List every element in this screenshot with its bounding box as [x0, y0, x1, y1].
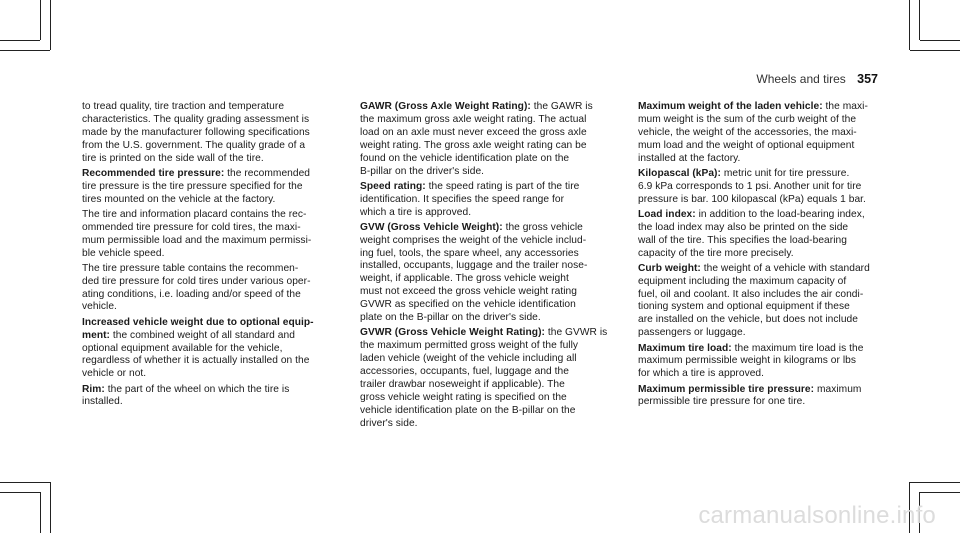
section-title: Wheels and tires: [756, 72, 846, 86]
text-line: the load index may also be printed on the side: [638, 221, 849, 233]
definition-term: ment:: [82, 329, 110, 341]
text-line: are installed on the vehicle, but does not include: [638, 314, 858, 326]
crop-mark-top-right-v2: [909, 0, 910, 50]
crop-mark-bottom-left-h: [0, 492, 40, 493]
body-paragraph: [82, 263, 340, 315]
text-line: the speed rating is part of the tire: [425, 180, 580, 192]
text-line: the gross vehicle: [502, 221, 583, 233]
definition-paragraph: [360, 101, 618, 178]
definition-term: Increased vehicle weight due to optional equip-: [82, 316, 314, 328]
crop-mark-top-right-h2: [910, 50, 960, 51]
text-line: in addition to the load-bearing index,: [695, 208, 865, 220]
definition-paragraph: [638, 343, 896, 382]
text-column-left: [82, 101, 340, 412]
definition-paragraph: [82, 168, 340, 207]
text-line: the combined weight of all standard and: [109, 329, 295, 341]
text-line: ing fuel, tools, the spare wheel, any accessories: [360, 247, 579, 259]
text-line: tire pressure is the tire pressure specified for the: [82, 180, 303, 192]
definition-paragraph: [638, 168, 896, 207]
text-line: laden vehicle (weight of the vehicle including all: [360, 353, 577, 365]
text-line: the weight of a vehicle with standard: [700, 262, 870, 274]
text-line: GVWR as specified on the vehicle identification: [360, 299, 576, 311]
text-line: wall of the tire. This specifies the load-bearing: [638, 234, 847, 246]
watermark-text: carmanualsonline.info: [698, 502, 936, 529]
text-line: the part of the wheel on which the tire is: [104, 383, 290, 395]
definition-term: Rim:: [82, 383, 105, 395]
text-line: the GVWR is: [544, 327, 608, 339]
definition-paragraph: [638, 384, 896, 410]
text-line: B-pillar on the driver's side.: [360, 165, 485, 177]
text-line: the maximum permitted gross weight of the fully: [360, 340, 579, 352]
text-line: regardless of whether it is actually installed on the: [82, 355, 310, 367]
text-line: the maxi-: [822, 101, 868, 112]
crop-mark-bottom-left-v: [40, 492, 41, 533]
text-line: trailer drawbar noseweight if applicable). The: [360, 378, 565, 390]
text-line: characteristics. The quality grading assessment is: [82, 113, 310, 125]
text-line: equipment including the maximum capacity of: [638, 275, 847, 287]
text-line: capacity of the tire more precisely.: [638, 247, 794, 259]
text-column-right: [638, 101, 896, 412]
text-line: from the U.S. government. The quality grade of a: [82, 139, 306, 151]
text-line: the maximum gross axle weight rating. The actual: [360, 113, 587, 125]
definition-term: Speed rating:: [360, 180, 426, 192]
text-line: optional equipment available for the vehicle,: [82, 342, 283, 354]
text-line: weight rating. The gross axle weight rating can be: [360, 139, 587, 151]
definition-term: Curb weight:: [638, 262, 701, 274]
text-line: The tire and information placard contains the rec-: [82, 208, 307, 220]
text-line: found on the vehicle identification plate on the: [360, 152, 570, 164]
text-line: accessories, occupants, fuel, luggage and the: [360, 366, 569, 378]
page-number: 357: [857, 72, 878, 86]
definition-paragraph: [638, 263, 896, 340]
definition-paragraph: [82, 317, 340, 382]
text-line: mum weight is the sum of the curb weight of the: [638, 113, 857, 125]
text-line: vehicle.: [82, 301, 117, 313]
definition-paragraph: [360, 327, 618, 430]
definition-term: Maximum tire load:: [638, 342, 732, 354]
definition-paragraph: [360, 181, 618, 220]
body-paragraph: [82, 101, 340, 166]
text-line: identification. It specifies the speed range for: [360, 193, 565, 205]
text-line: maximum: [814, 383, 862, 395]
text-line: pressure is bar. 100 kilopascal (kPa) equals 1 bar.: [638, 193, 866, 205]
text-line: installed.: [82, 396, 123, 408]
text-line: for which a tire is approved.: [638, 368, 765, 380]
definition-paragraph: [82, 384, 340, 410]
text-line: plate on the B-pillar on the driver's side.: [360, 312, 541, 324]
crop-mark-bottom-left-h2: [0, 482, 50, 483]
page-header: [756, 72, 878, 86]
definition-paragraph: [638, 101, 896, 166]
text-line: ating conditions, i.e. loading and/or speed of the: [82, 288, 301, 300]
text-line: vehicle or not.: [82, 368, 147, 380]
text-column-middle: [360, 101, 618, 433]
text-line: metric unit for tire pressure.: [720, 167, 850, 179]
text-line: ded tire pressure for cold tires under various oper-: [82, 275, 311, 287]
definition-term: Kilopascal (kPa):: [638, 167, 721, 179]
text-line: tire is printed on the side wall of the tire.: [82, 152, 264, 164]
text-line: which a tire is approved.: [360, 206, 472, 218]
definition-term: GVW (Gross Vehicle Weight):: [360, 221, 503, 233]
text-line: tires mounted on the vehicle at the factory.: [82, 193, 276, 205]
crop-mark-top-left-v2: [50, 0, 51, 50]
text-line: installed, occupants, luggage and the trailer nose-: [360, 260, 588, 272]
definition-term: Recommended tire pressure:: [82, 167, 225, 179]
text-line: to tread quality, tire traction and temperature: [82, 101, 285, 112]
text-line: weight, if applicable. The gross vehicle weight: [360, 273, 569, 285]
definition-term: Maximum weight of the laden vehicle:: [638, 101, 823, 112]
definition-paragraph: [360, 222, 618, 325]
text-line: load on an axle must never exceed the gross axle: [360, 126, 587, 138]
definition-paragraph: [638, 209, 896, 261]
text-line: maximum permissible weight in kilograms or lbs: [638, 355, 856, 367]
text-line: ommended tire pressure for cold tires, the maxi-: [82, 221, 301, 233]
body-paragraph: [82, 209, 340, 261]
crop-mark-top-right-v: [919, 0, 920, 40]
text-line: the maximum tire load is the: [731, 342, 864, 354]
text-line: vehicle identification plate on the B-pillar on the: [360, 404, 576, 416]
definition-term: GAWR (Gross Axle Weight Rating):: [360, 101, 531, 112]
definition-term: GVWR (Gross Vehicle Weight Rating):: [360, 327, 545, 339]
crop-mark-bottom-right-h2: [910, 482, 960, 483]
text-line: installed at the factory.: [638, 152, 741, 164]
text-line: vehicle, the weight of the accessories, the maxi-: [638, 126, 857, 138]
text-line: mum permissible load and the maximum permissi-: [82, 234, 312, 246]
definition-term: Load index:: [638, 208, 696, 220]
text-line: mum load and the weight of optional equipment: [638, 139, 855, 151]
crop-mark-top-right-h: [920, 40, 960, 41]
text-line: weight comprises the weight of the vehicle includ-: [360, 234, 587, 246]
text-line: tioning system and optional equipment if these: [638, 301, 850, 313]
text-line: the recommended: [224, 167, 311, 179]
crop-mark-bottom-left-v2: [50, 482, 51, 533]
text-line: must not exceed the gross vehicle weight rating: [360, 286, 577, 298]
text-line: made by the manufacturer following specifications: [82, 126, 310, 138]
text-line: gross vehicle weight rating is specified on the: [360, 391, 567, 403]
text-line: fuel, oil and coolant. It also includes the air condi-: [638, 288, 864, 300]
definition-term: Maximum permissible tire pressure:: [638, 383, 815, 395]
text-line: 6.9 kPa corresponds to 1 psi. Another unit for tire: [638, 180, 862, 192]
crop-mark-top-left-h: [0, 40, 40, 41]
text-line: The tire pressure table contains the recommen-: [82, 262, 299, 274]
text-line: passengers or luggage.: [638, 327, 746, 339]
text-line: the GAWR is: [530, 101, 593, 112]
crop-mark-top-left-h2: [0, 50, 50, 51]
text-line: driver's side.: [360, 417, 418, 429]
text-line: ble vehicle speed.: [82, 247, 165, 259]
crop-mark-bottom-right-h: [920, 492, 960, 493]
text-line: permissible tire pressure for one tire.: [638, 396, 806, 408]
crop-mark-top-left-v: [40, 0, 41, 40]
